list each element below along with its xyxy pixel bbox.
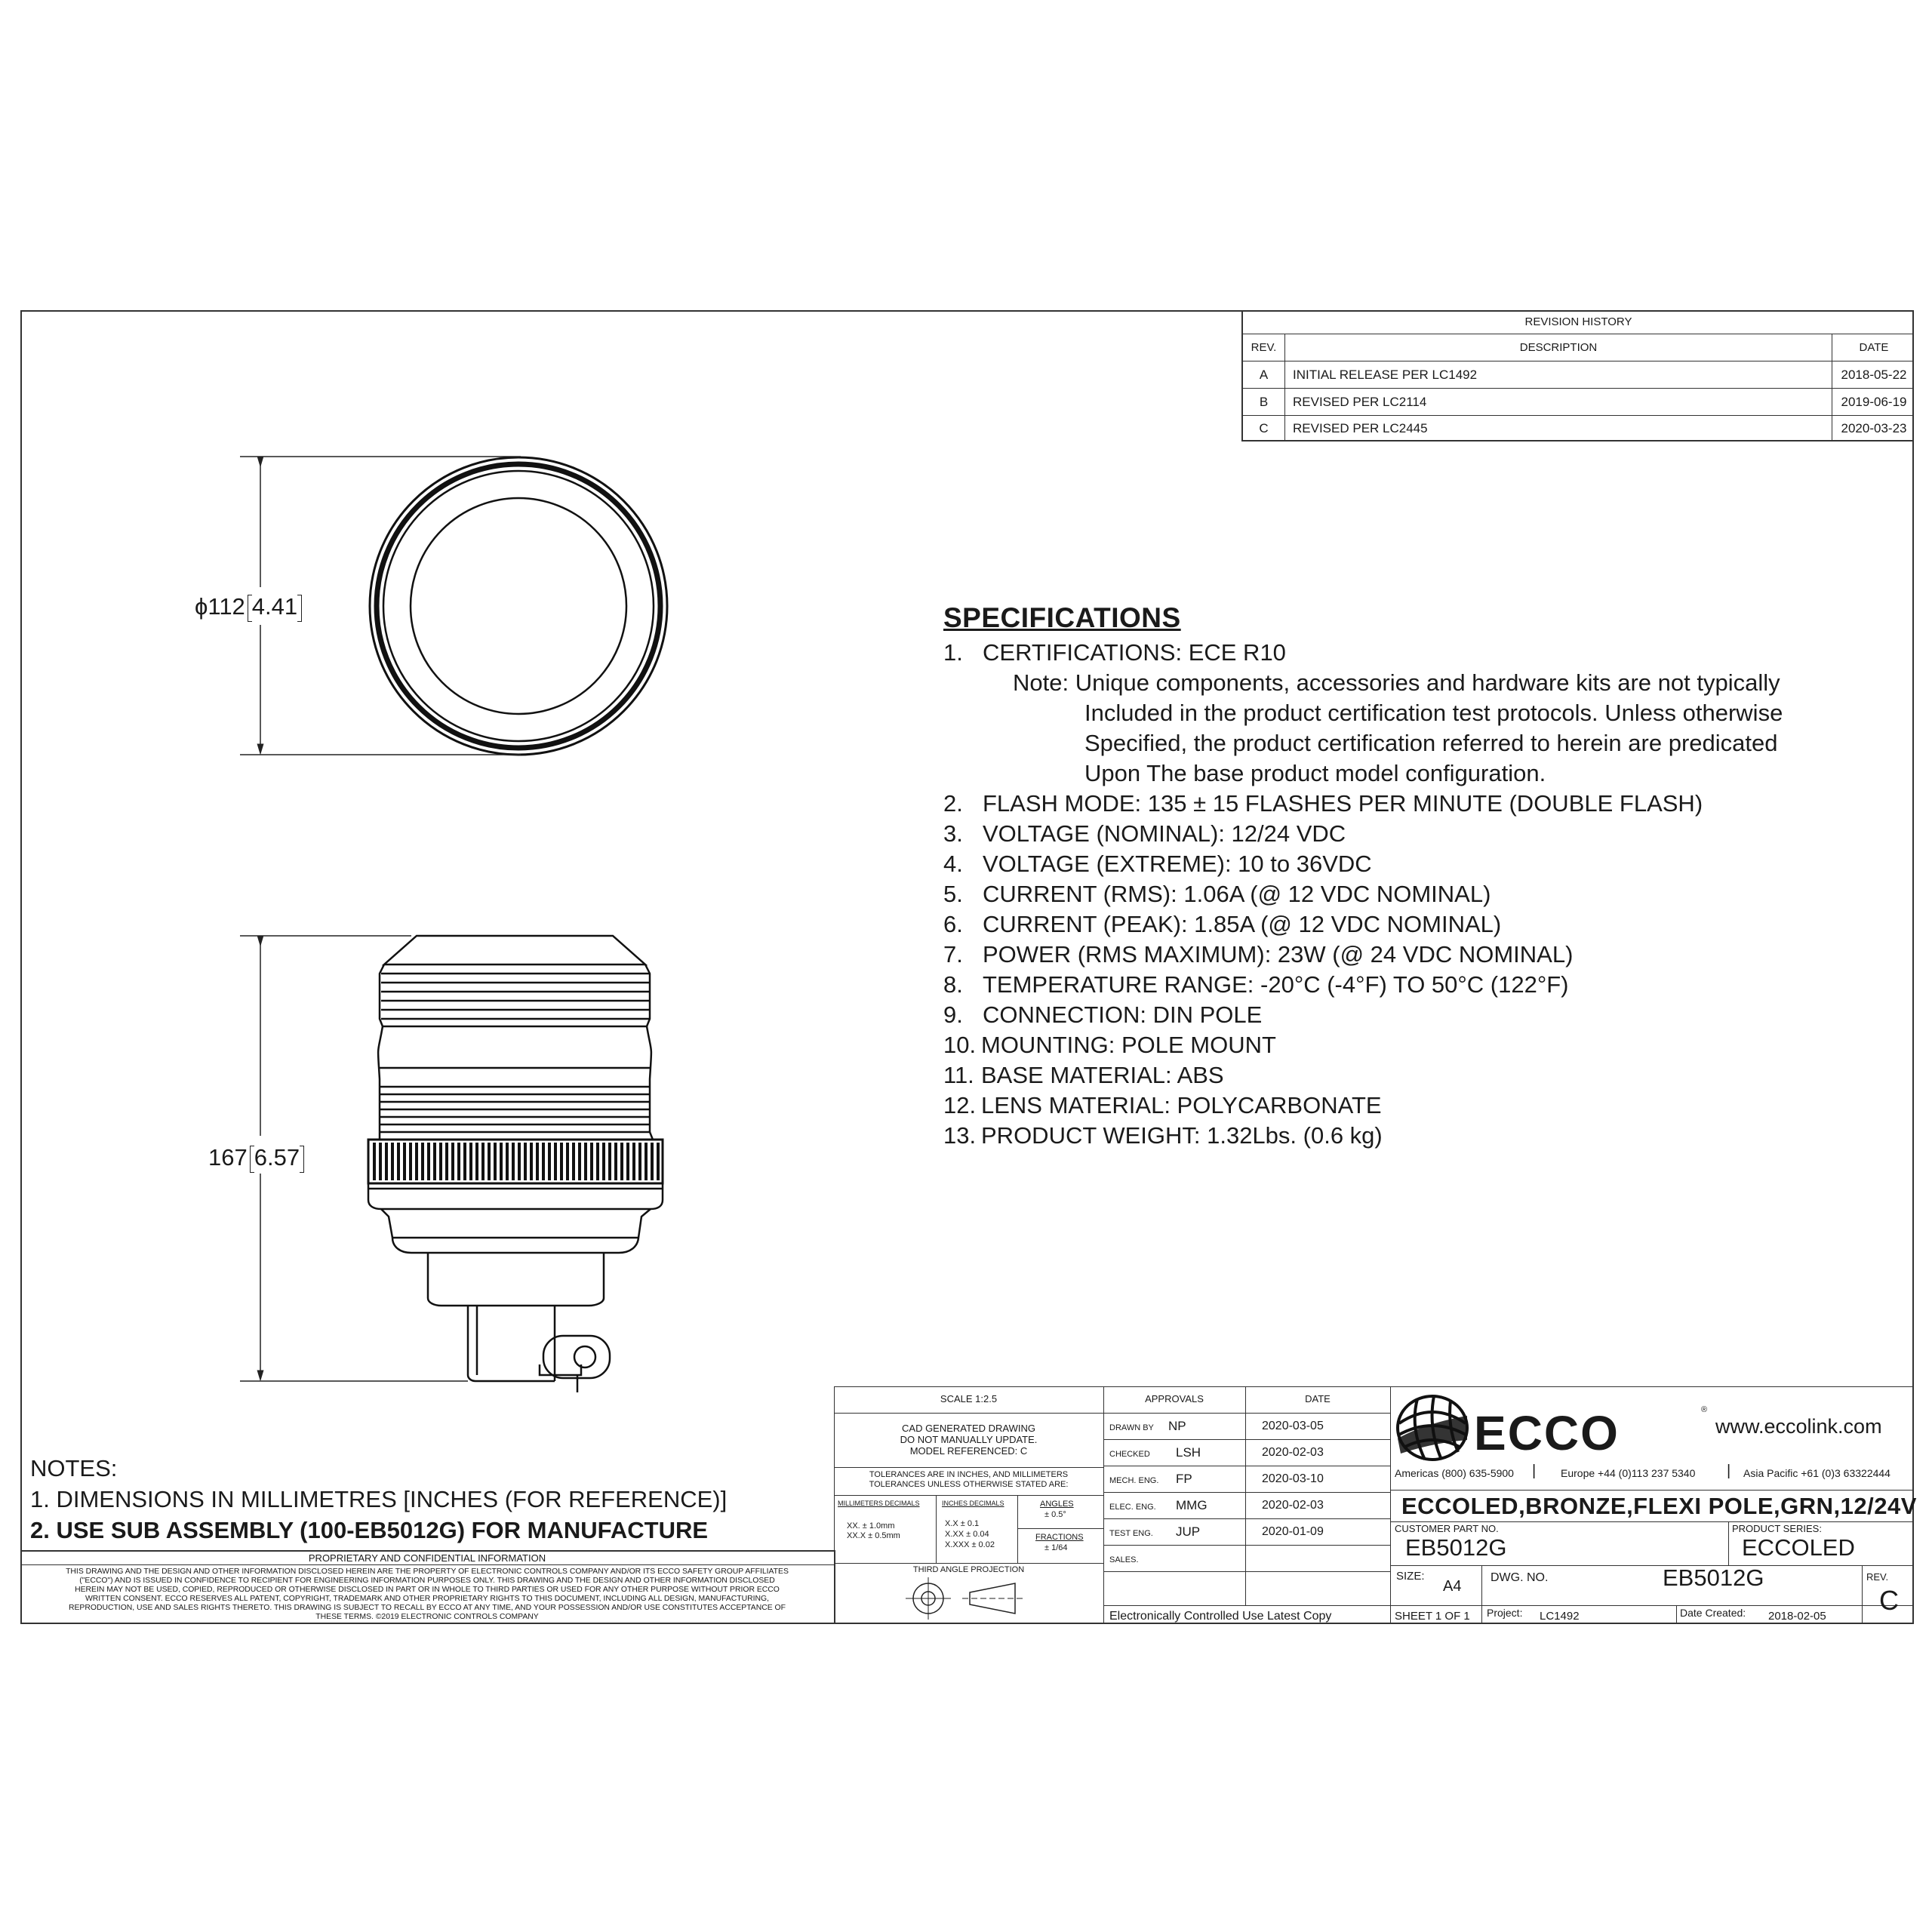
approvals-header: APPROVALS: [1145, 1393, 1204, 1404]
diameter-inches: 4.41: [251, 593, 298, 620]
mm-decimals-title: MILLIMETERS DECIMALS: [838, 1500, 920, 1507]
angles-title: ANGLES: [1040, 1500, 1074, 1509]
size-label: SIZE:: [1396, 1570, 1425, 1583]
proprietary-line: ("ECCO") AND IS ISSUED IN CONFIDENCE TO RECIPIENT FOR ENGINEERING INFORMATION PURPOSES ONLY. THIS DRAWING AND THE DESIGN AND OTHER INFORMATION DISCLOSED: [79, 1577, 775, 1585]
spec-item: [943, 819, 1917, 849]
lens-circle: [411, 498, 626, 714]
rev-value: C: [1879, 1585, 1899, 1616]
height-inches: 6.57: [254, 1144, 300, 1171]
projection-symbol-icon: [898, 1576, 1041, 1621]
phone-separator: |: [1532, 1463, 1537, 1479]
spec-text: FLASH MODE: 135 ± 15 FLASHES PER MINUTE (DOUBLE FLASH): [983, 790, 1703, 817]
inch-decimals-line: X.X ± 0.1: [945, 1519, 980, 1528]
date-header: DATE: [1859, 341, 1889, 354]
side-view: [368, 936, 663, 1392]
divider: [1862, 1565, 1863, 1624]
spec-item: [943, 1060, 1917, 1091]
spec-number: 10.: [943, 1032, 977, 1058]
divider: [1481, 1565, 1482, 1624]
approval-date: 2020-01-09: [1262, 1525, 1324, 1538]
sheet-label: SHEET 1 OF 1: [1395, 1610, 1470, 1623]
rev-label: REV.: [1866, 1571, 1889, 1583]
spec-note-line: [943, 758, 1917, 789]
revision-date: 2018-05-22: [1841, 367, 1907, 382]
divider: [1103, 1439, 1390, 1440]
approval-name: JUP: [1176, 1524, 1201, 1539]
revision-date: 2019-06-19: [1841, 394, 1907, 409]
specifications-list: [943, 638, 1917, 1151]
phone-asia: Asia Pacific +61 (0)3 63322444: [1743, 1467, 1890, 1479]
spec-text: CURRENT (RMS): 1.06A (@ 12 VDC NOMINAL): [983, 881, 1491, 907]
spec-note-text: Included in the product certification test protocols. Unless otherwise: [1084, 700, 1783, 726]
spec-text: POWER (RMS MAXIMUM): 23W (@ 24 VDC NOMINAL): [983, 941, 1574, 968]
proprietary-line: REPRODUCTION, USE AND SALES RIGHTS THERETO. THIS DRAWING IS SUBJECT TO RECALL BY ECCO AT ANY TIME, AND YOUR POSSESSION AND/OR USE CONSTITUTES ACCEPTANCE OF: [69, 1604, 786, 1612]
divider: [1017, 1495, 1018, 1563]
inch-decimals-line: X.XXX ± 0.02: [945, 1540, 995, 1549]
divider: [1390, 1565, 1914, 1566]
divider: [834, 1495, 1103, 1496]
spec-number: 4.: [943, 851, 963, 877]
divider: [1390, 1521, 1914, 1522]
outer-ring: [370, 457, 667, 755]
note-line: 1. DIMENSIONS IN MILLIMETRES [INCHES (FOR REFERENCE)]: [30, 1486, 728, 1512]
divider: [1390, 1490, 1914, 1491]
spec-number: 1.: [943, 639, 963, 666]
tolerance-line: TOLERANCES ARE IN INCHES, AND MILLIMETERS: [869, 1470, 1069, 1479]
proprietary-line: HEREIN MAY NOT BE USED, COPIED, REPRODUCED OR OTHERWISE DISCLOSED IN PART OR IN WHOLE TO THIRD PARTIES OR USED FOR ANY OTHER PURPOSE WITHOUT PRIOR ECCO: [75, 1586, 780, 1594]
mm-decimals-line: XX.X ± 0.5mm: [847, 1531, 900, 1540]
spec-text: TEMPERATURE RANGE: -20°C (-4°F) TO 50°C (122°F): [983, 971, 1569, 998]
product-series: ECCOLED: [1742, 1534, 1855, 1561]
approval-role: ELEC. ENG.: [1109, 1503, 1156, 1512]
divider: [1103, 1545, 1390, 1546]
spec-text: VOLTAGE (NOMINAL): 12/24 VDC: [983, 820, 1346, 847]
tolerances-note: [834, 1470, 1103, 1490]
approval-date: 2020-03-10: [1262, 1472, 1324, 1485]
approval-name: LSH: [1176, 1445, 1201, 1460]
diameter-value: 112: [208, 593, 245, 620]
proprietary-text: [23, 1567, 831, 1622]
spec-item: [943, 1000, 1917, 1030]
spec-note-text: Specified, the product certification referred to herein are predicated: [1084, 730, 1778, 756]
company-name: ECCO: [1474, 1406, 1620, 1460]
spec-item: [943, 789, 1917, 819]
proprietary-block: [20, 1550, 835, 1624]
approval-name: FP: [1176, 1472, 1192, 1486]
customer-part-number: EB5012G: [1405, 1534, 1507, 1561]
spec-item: [943, 970, 1917, 1000]
diameter-symbol: ϕ: [195, 593, 208, 620]
spec-item: [943, 1121, 1917, 1151]
divider: [936, 1495, 937, 1563]
height-label: [208, 1144, 304, 1173]
approval-role: CHECKED: [1109, 1450, 1150, 1459]
spec-number: 6.: [943, 911, 963, 937]
copy-notice: Electronically Controlled Use Latest Copy: [1109, 1610, 1332, 1623]
divider: [1103, 1386, 1104, 1624]
cad-note-line: DO NOT MANUALLY UPDATE.: [900, 1434, 1038, 1445]
project-label: Project:: [1487, 1607, 1523, 1619]
revision-letter: A: [1243, 361, 1285, 388]
revision-description: REVISED PER LC2114: [1285, 389, 1832, 415]
cad-note: [834, 1423, 1103, 1457]
proprietary-line: THIS DRAWING AND THE DESIGN AND OTHER INFORMATION DISCLOSED HEREIN ARE THE PROPERTY OF ELECTRONIC CONTROLS COMPANY AND/OR ITS ECCO SAFETY GROUP AFFILIATES: [66, 1567, 789, 1576]
spec-note-line: [943, 698, 1917, 728]
approval-date: 2020-02-03: [1262, 1499, 1324, 1512]
spec-number: 8.: [943, 971, 963, 998]
spec-note-text: Upon The base product model configuration.: [1084, 760, 1546, 786]
drawing-number-label: DWG. NO.: [1491, 1571, 1549, 1584]
angles-value: ± 0.5°: [1044, 1510, 1066, 1519]
fractions-value: ± 1/64: [1044, 1543, 1068, 1552]
spec-item: [943, 638, 1917, 668]
divider: [1728, 1521, 1729, 1565]
divider: [834, 1563, 1103, 1564]
revision-description: REVISED PER LC2445: [1285, 416, 1832, 441]
note-line: 2. USE SUB ASSEMBLY (100-EB5012G) FOR MANUFACTURE: [30, 1517, 709, 1543]
specifications-title: SPECIFICATIONS: [943, 602, 1181, 633]
spec-number: 2.: [943, 790, 963, 817]
phone-americas: Americas (800) 635-5900: [1395, 1467, 1514, 1479]
spec-text: VOLTAGE (EXTREME): 10 to 36VDC: [983, 851, 1372, 877]
tolerance-line: TOLERANCES UNLESS OTHERWISE STATED ARE:: [869, 1480, 1069, 1489]
revision-letter: C: [1243, 416, 1285, 441]
spec-note-text: Note: Unique components, accessories and hardware kits are not typically: [1013, 669, 1780, 696]
revision-description: INITIAL RELEASE PER LC1492: [1285, 361, 1832, 388]
spec-note-line: [943, 668, 1917, 698]
date-header: DATE: [1305, 1393, 1331, 1404]
description-header: DESCRIPTION: [1285, 334, 1832, 361]
spec-number: 7.: [943, 941, 963, 968]
phone-europe: Europe +44 (0)113 237 5340: [1561, 1467, 1696, 1479]
spec-text: LENS MATERIAL: POLYCARBONATE: [981, 1092, 1382, 1118]
revision-history-title: REVISION HISTORY: [1243, 310, 1914, 334]
approval-name: NP: [1168, 1419, 1186, 1433]
diameter-label: [195, 593, 302, 622]
cad-note-line: CAD GENERATED DRAWING: [902, 1423, 1035, 1434]
spec-text: CONNECTION: DIN POLE: [983, 1001, 1263, 1028]
divider: [1103, 1518, 1390, 1519]
approval-date: 2020-02-03: [1262, 1446, 1324, 1459]
divider: [834, 1467, 1103, 1468]
spec-item: [943, 909, 1917, 940]
spec-text: CERTIFICATIONS: ECE R10: [983, 639, 1286, 666]
rev-header: REV.: [1243, 334, 1285, 361]
bracket-right: [297, 595, 302, 622]
projection-label: THIRD ANGLE PROJECTION: [912, 1565, 1025, 1574]
approval-role: DRAWN BY: [1109, 1423, 1154, 1432]
approval-role: MECH. ENG.: [1109, 1476, 1159, 1485]
size-value: A4: [1443, 1578, 1462, 1595]
divider: [1390, 1386, 1391, 1624]
top-view: [370, 457, 667, 755]
approval-date: 2020-03-05: [1262, 1420, 1324, 1432]
mm-decimals-line: XX. ± 1.0mm: [847, 1521, 895, 1531]
spec-number: 5.: [943, 881, 963, 907]
company-website: www.eccolink.com: [1715, 1415, 1882, 1438]
revision-date: 2020-03-23: [1841, 421, 1907, 435]
inch-decimals-line: X.XX ± 0.04: [945, 1530, 989, 1539]
spec-text: MOUNTING: POLE MOUNT: [981, 1032, 1276, 1058]
divider: [834, 1413, 1103, 1414]
height-value: 167: [208, 1144, 248, 1171]
bracket-right: [300, 1146, 304, 1173]
spec-text: CURRENT (PEAK): 1.85A (@ 12 VDC NOMINAL): [983, 911, 1502, 937]
spec-item: [943, 1030, 1917, 1060]
spec-number: 11.: [943, 1062, 974, 1088]
divider: [1103, 1492, 1390, 1493]
proprietary-line: WRITTEN CONSENT. ECCO RESERVES ALL PATENT, COPYRIGHT, TRADEMARK AND OTHER PROPRIETARY RIGHTS TO THIS DOCUMENT, INCLUDING ALL DESIGN, MANUFACTURING,: [85, 1595, 770, 1603]
proprietary-line: THESE TERMS. ©2019 ELECTRONIC CONTROLS COMPANY: [315, 1613, 539, 1621]
phone-separator: |: [1727, 1463, 1731, 1479]
approval-role: SALES.: [1109, 1555, 1139, 1564]
inch-decimals-title: INCHES DECIMALS: [942, 1500, 1004, 1507]
divider: [1676, 1605, 1677, 1624]
divider: [1017, 1528, 1103, 1529]
divider: [1245, 1386, 1246, 1605]
spec-number: 13.: [943, 1122, 977, 1149]
fractions-title: FRACTIONS: [1035, 1533, 1084, 1542]
spec-number: 9.: [943, 1001, 963, 1028]
date-created-label: Date Created:: [1680, 1607, 1746, 1619]
spec-item: [943, 849, 1917, 879]
divider: [1103, 1605, 1914, 1606]
knurled-ring: [374, 1143, 658, 1180]
product-series-label: PRODUCT SERIES:: [1732, 1523, 1822, 1534]
project-number: LC1492: [1540, 1610, 1580, 1623]
spec-number: 12.: [943, 1092, 977, 1118]
product-title: ECCOLED,BRONZE,FLEXI POLE,GRN,12/24V: [1401, 1493, 1917, 1519]
spec-text: BASE MATERIAL: ABS: [981, 1062, 1224, 1088]
scale-label: SCALE 1:2.5: [940, 1393, 998, 1404]
spec-note-line: [943, 728, 1917, 758]
drawing-number: EB5012G: [1663, 1564, 1764, 1591]
inner-bezel-ring: [383, 471, 654, 741]
spec-item: [943, 940, 1917, 970]
spec-number: 3.: [943, 820, 963, 847]
ecco-globe-logo-icon: [1395, 1393, 1472, 1463]
spec-item: [943, 1091, 1917, 1121]
revision-letter: B: [1243, 389, 1285, 415]
notes-title: NOTES:: [30, 1455, 118, 1481]
divider: [1103, 1571, 1390, 1572]
spec-text: PRODUCT WEIGHT: 1.32Lbs. (0.6 kg): [981, 1122, 1383, 1149]
customer-part-label: CUSTOMER PART NO.: [1395, 1523, 1499, 1534]
proprietary-title: PROPRIETARY AND CONFIDENTIAL INFORMATION: [20, 1552, 834, 1565]
cad-note-line: MODEL REFERENCED: C: [909, 1445, 1028, 1457]
bezel-ring: [377, 464, 660, 748]
spec-item: [943, 879, 1917, 909]
approval-role: TEST ENG.: [1109, 1529, 1153, 1538]
date-created: 2018-02-05: [1768, 1610, 1826, 1623]
approval-name: MMG: [1176, 1498, 1208, 1512]
divider: [1103, 1413, 1390, 1414]
registered-mark: ®: [1701, 1405, 1708, 1414]
